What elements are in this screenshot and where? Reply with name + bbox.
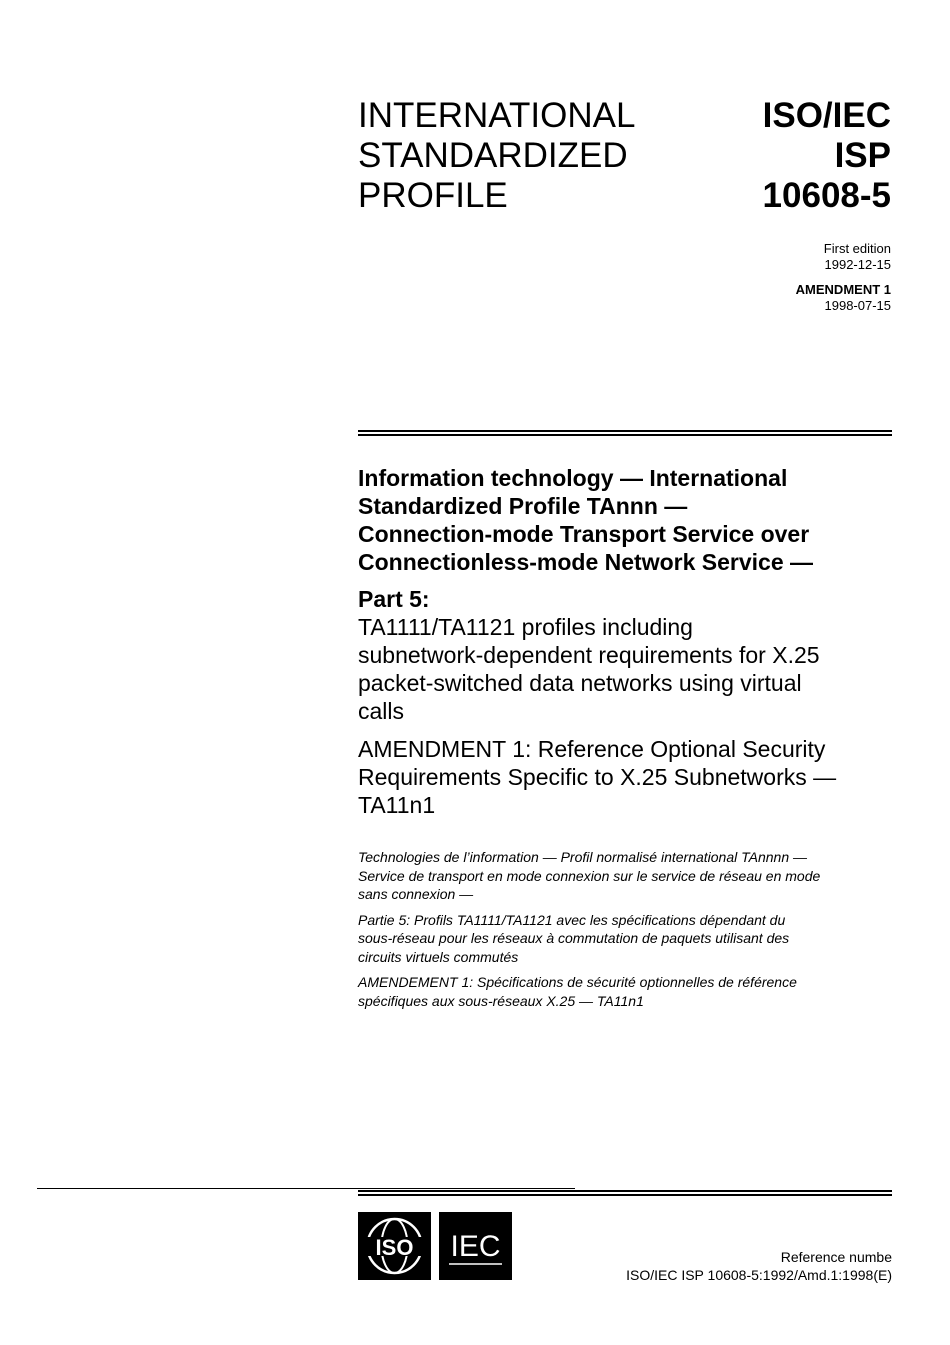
reference-value: ISO/IEC ISP 10608-5:1992/Amd.1:1998(E)	[626, 1267, 892, 1283]
french-title-block	[358, 848, 898, 1017]
document-type: INTERNATIONAL STANDARDIZED PROFILE	[358, 96, 636, 215]
iec-logo	[439, 1212, 512, 1280]
french-title: Technologies de l’information — Profil normalisé international TAnnnn — Service de transport en mode connexion sur le service de réseau en mode sans connexion —	[358, 849, 821, 902]
french-amendment: AMENDEMENT 1: Spécifications de sécurité optionnelles de référence spécifiques aux sous-réseaux X.25 — TA11n1	[358, 974, 797, 1009]
iso-logo-text: ISO	[375, 1235, 414, 1260]
amendment-label: AMENDMENT 1	[795, 282, 891, 297]
french-part: Partie 5: Profils TA1111/TA1121 avec les spécifications dépendant du sous-réseau pour les réseaux à commutation de paquets utilisant des circuits virtuels commutés	[358, 911, 790, 965]
title-divider	[358, 430, 892, 436]
reference-number	[626, 1248, 892, 1284]
iso-logo	[358, 1212, 431, 1280]
footer-rule-left	[37, 1188, 575, 1189]
edition-info	[796, 241, 891, 314]
part-description: TA1111/TA1121 profiles including subnetwork-dependent requirements for X.25 packet-switched data networks using virtual calls	[358, 614, 820, 724]
amendment-title: AMENDMENT 1: Reference Optional Security Requirements Specific to X.25 Subnetworks — TA11n1	[358, 736, 837, 818]
document-number: ISO/IEC ISP 10608-5	[762, 96, 891, 215]
title-block	[358, 464, 898, 819]
iec-logo-text: IEC	[450, 1230, 501, 1263]
amendment-date: 1998-07-15	[824, 298, 891, 313]
edition-label: First edition	[823, 241, 891, 256]
footer-divider	[358, 1190, 892, 1196]
main-title: Information technology — International Standardized Profile TAnnn — Connection-mode Transport Service over Connectionless-mode Network Service —	[358, 465, 814, 575]
edition-date: 1992-12-15	[824, 257, 891, 272]
iec-logo-icon	[439, 1212, 512, 1280]
iso-logo-icon	[358, 1212, 431, 1280]
reference-label: Reference numbe	[780, 1249, 892, 1265]
part-label: Part 5:	[358, 586, 430, 612]
